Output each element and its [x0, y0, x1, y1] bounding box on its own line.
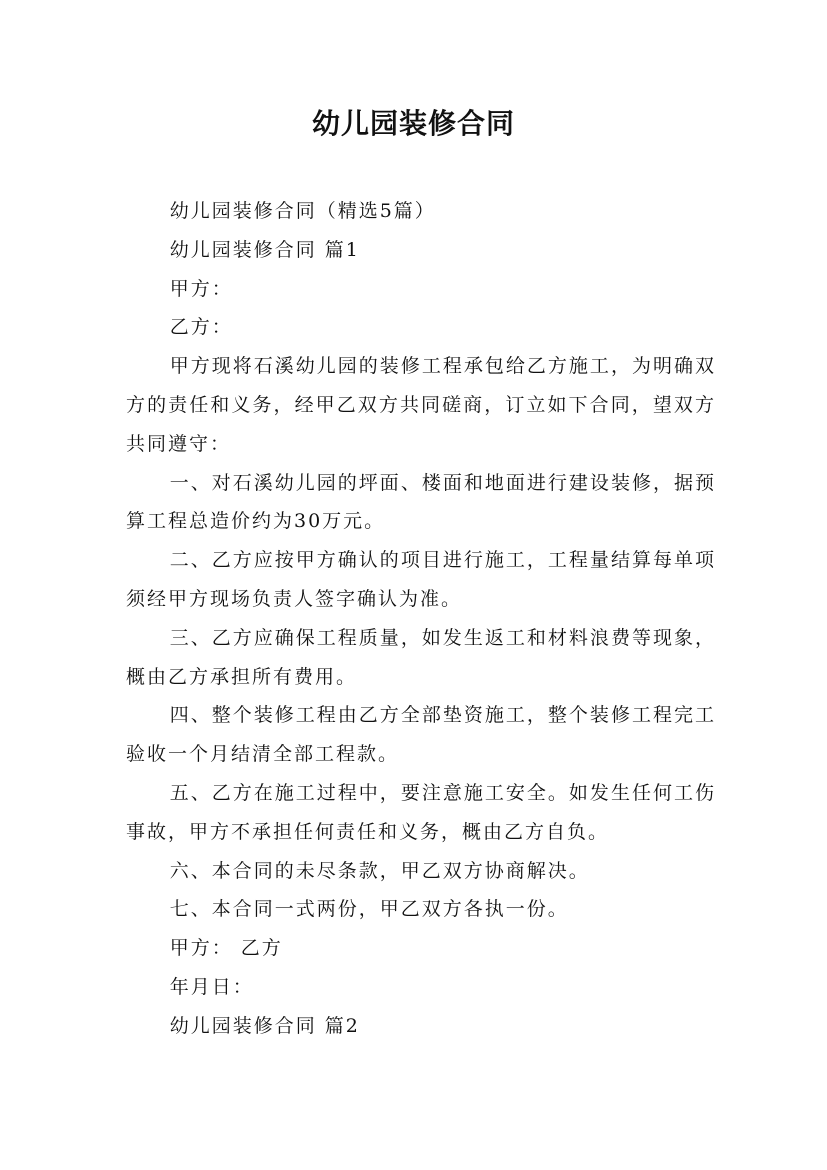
section-heading-2: 幼儿园装修合同 篇2: [169, 1014, 360, 1037]
document-title: 幼儿园装修合同: [311, 107, 515, 140]
subtitle-line: 幼儿园装修合同（精选5篇）: [169, 200, 436, 222]
section-heading-1: 幼儿园装修合同 篇1: [169, 238, 360, 261]
clause-7: 七、本合同一式两份，甲乙双方各执一份。: [169, 898, 569, 921]
clause-2: 二、乙方应按甲方确认的项目进行施工，工程量结算每单项须经甲方现场负责人签字确认为准。: [126, 549, 716, 610]
clause-5: 五、乙方在施工过程中，要注意施工安全。如发生任何工伤事故，甲方不承担任何责任和义务，概由乙方自负。: [126, 781, 716, 843]
clause-1: 一、对石溪幼儿园的坪面、楼面和地面进行建设装修，据预算工程总造价约为30万元。: [126, 471, 716, 533]
clause-6: 六、本合同的未尽条款，甲乙双方协商解决。: [169, 859, 590, 882]
date-line: 年月日：: [169, 975, 254, 998]
intro-paragraph: 甲方现将石溪幼儿园的装修工程承包给乙方施工，为明确双方的责任和义务，经甲乙双方共同磋商，订立如下合同，望双方共同遵守：: [126, 355, 716, 455]
party-b-line: 乙方：: [169, 316, 233, 339]
party-a-line: 甲方：: [169, 277, 233, 300]
clause-3: 三、乙方应确保工程质量，如发生返工和材料浪费等现象，概由乙方承担所有费用。: [126, 626, 716, 688]
clause-4: 四、整个装修工程由乙方全部垫资施工，整个装修工程完工验收一个月结清全部工程款。: [126, 704, 716, 766]
document-body: [126, 192, 716, 1046]
signature-line: 甲方： 乙方: [169, 937, 283, 960]
